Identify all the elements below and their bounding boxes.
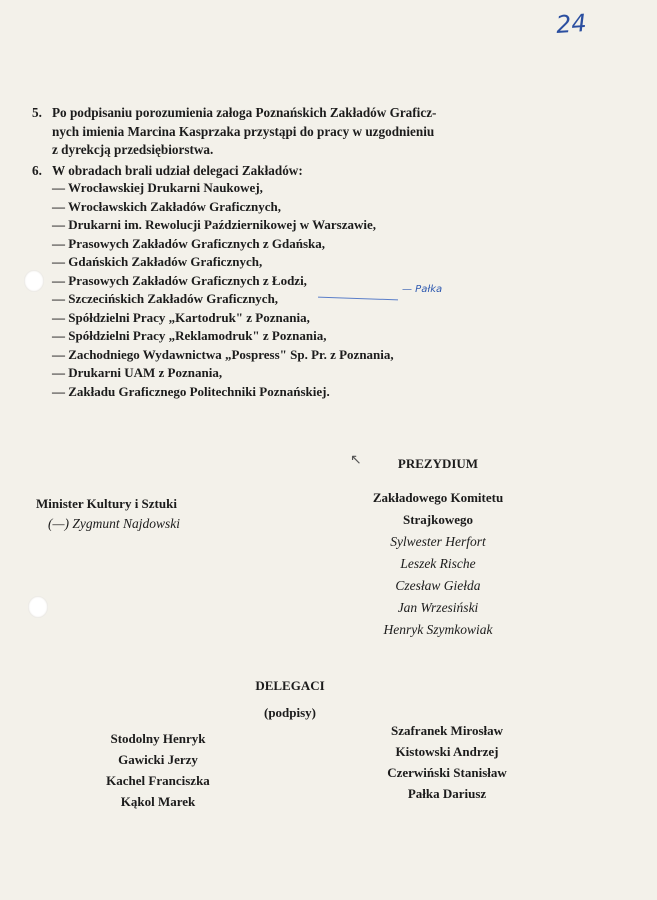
delegates-left-column <box>78 728 238 812</box>
delegates-right-column <box>362 720 532 804</box>
list-item: — Zakładu Graficznego Politechniki Poznańskiej. <box>52 383 330 399</box>
presidium-heading: PREZYDIUM <box>397 456 479 471</box>
presidium-subheading: Zakładowego Komitetu <box>372 490 504 505</box>
minister-signature-block <box>36 496 180 532</box>
list-item: — Zachodniego Wydawnictwa „Pospress" Sp. Pr. z Poznania, <box>52 346 394 362</box>
list-item: — Spółdzielni Pracy „Reklamodruk" z Poznania, <box>52 328 327 343</box>
list-item: — Szczecińskich Zakładów Graficznych, <box>52 291 279 306</box>
delegate-name: Kachel Franciszka <box>106 773 210 788</box>
pencil-mark: ↖ <box>350 453 362 468</box>
presidium-subheading: Strajkowego <box>402 512 474 527</box>
paragraph-5-line: nych imienia Marcina Kasprzaka przystąpi do pracy w uzgodnieniu <box>52 123 435 139</box>
presidium-member: Czesław Giełda <box>395 578 481 593</box>
delegate-name: Pałka Dariusz <box>407 786 487 801</box>
list-item: — Drukarni im. Rewolucji Październikowej w Warszawie, <box>52 217 376 232</box>
paragraph-5-line: Po podpisaniu porozumienia załoga Poznańskich Zakładów Graficz- <box>52 105 437 120</box>
delegate-name: Gawicki Jerzy <box>118 752 198 767</box>
list-item: — Prasowych Zakładów Graficznych z Gdańska, <box>52 235 326 251</box>
delegates-subheading: (podpisy) <box>263 705 317 720</box>
page-number: 24 <box>555 8 588 40</box>
list-item: — Prasowych Zakładów Graficznych z Łodzi, <box>52 272 307 288</box>
delegate-name: Czerwiński Stanisław <box>387 765 507 780</box>
punch-hole-top <box>24 270 44 292</box>
presidium-member: Leszek Rische <box>400 556 476 571</box>
minister-title: Minister Kultury i Sztuki <box>36 496 177 511</box>
presidium-member: Henryk Szymkowiak <box>383 622 493 637</box>
paragraph-6-number: 6. <box>32 163 42 178</box>
delegates-heading: DELEGACI <box>255 678 325 693</box>
delegate-name: Kistowski Andrzej <box>395 744 499 759</box>
delegate-name: Kąkol Marek <box>120 794 196 809</box>
delegates-plants-list <box>52 179 394 401</box>
list-item: — Gdańskich Zakładów Graficznych, <box>52 254 263 269</box>
paragraph-5-line: z dyrekcją przedsiębiorstwa. <box>52 142 214 157</box>
delegate-name: Stodolny Henryk <box>110 731 206 746</box>
delegate-name: Szafranek Mirosław <box>390 723 504 738</box>
handwritten-note: — Pałka <box>402 284 443 295</box>
list-item: — Spółdzielni Pracy „Kartodruk" z Poznania, <box>52 309 310 325</box>
paragraph-5-number: 5. <box>32 105 42 120</box>
minister-signature: (—) Zygmunt Najdowski <box>48 516 181 531</box>
punch-hole-bottom <box>28 596 48 618</box>
paragraph-6-intro: W obradach brali udział delegaci Zakładów: <box>52 163 303 178</box>
paragraph-5 <box>32 104 552 160</box>
list-item: — Wrocławskiej Drukarni Naukowej, <box>52 180 263 195</box>
presidium-block <box>338 487 538 641</box>
paragraph-6 <box>32 162 532 181</box>
presidium-member: Sylwester Herfort <box>390 534 486 549</box>
list-item: — Drukarni UAM z Poznania, <box>52 365 223 380</box>
presidium-member: Jan Wrzesiński <box>397 600 479 615</box>
list-item: — Wrocławskich Zakładów Graficznych, <box>52 198 281 214</box>
